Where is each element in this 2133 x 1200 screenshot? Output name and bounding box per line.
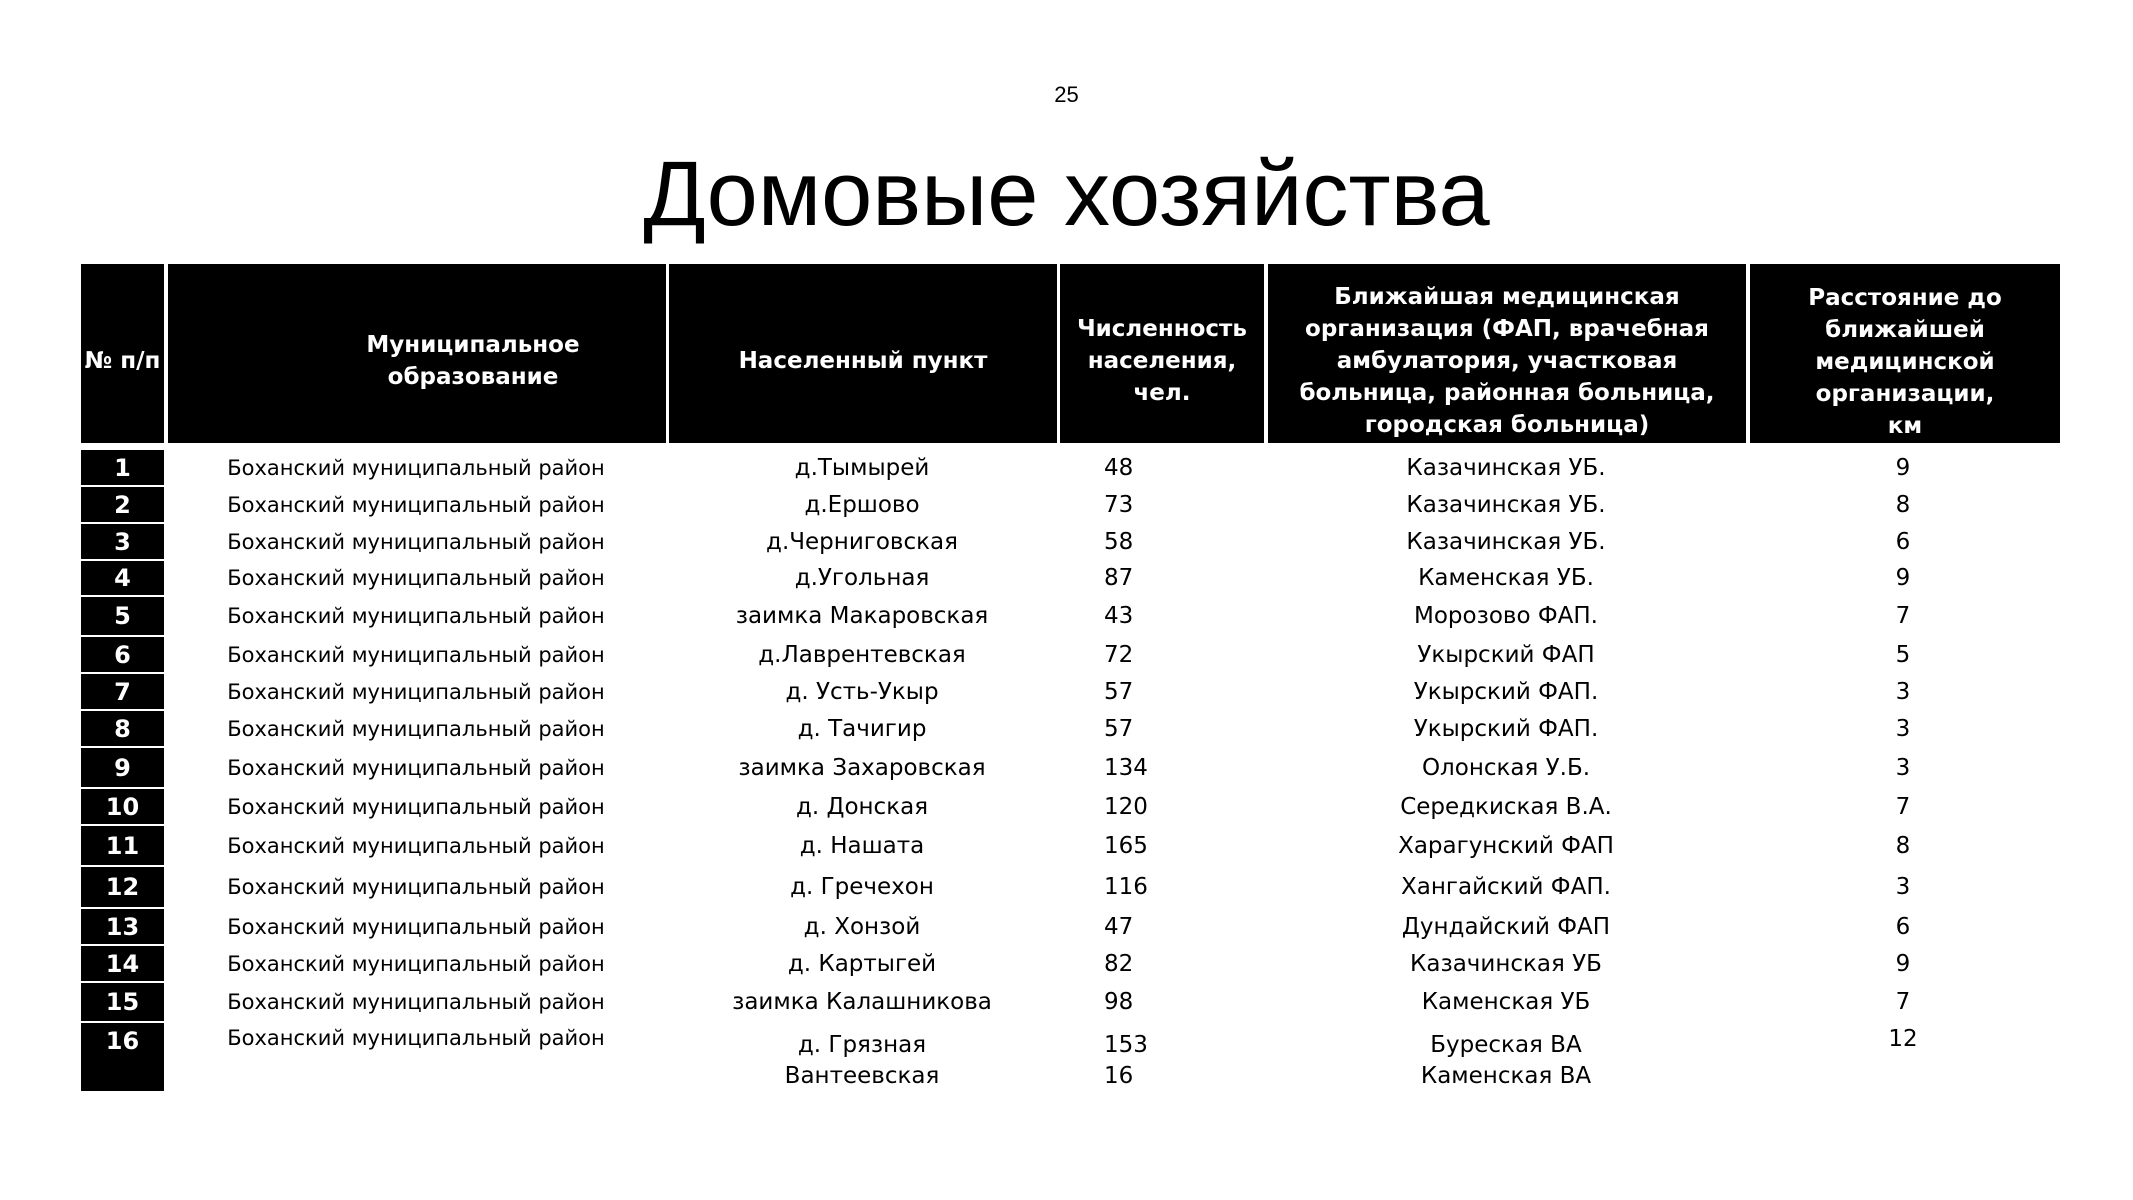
row-number: 14	[81, 946, 164, 981]
cell-settlement: заимка Калашникова	[732, 989, 992, 1015]
cell-settlement: д. Нашата	[799, 832, 925, 859]
row-number: 1	[81, 450, 164, 485]
cell-organization: Хангайский ФАП.	[1401, 874, 1611, 900]
table-row	[0, 449, 2133, 486]
cell-distance: 5	[1895, 641, 1911, 668]
cell-organization: Казачинская УБ.	[1406, 528, 1606, 555]
table-row	[0, 945, 2133, 982]
cell-distance: 3	[1895, 874, 1911, 900]
cell-population: 120	[1104, 793, 1148, 820]
cell-organization: Казачинская УБ.	[1406, 454, 1606, 481]
cell-organization	[1266, 1022, 1746, 1092]
cell-settlement: д. Картыгей	[787, 950, 937, 977]
table-row	[0, 486, 2133, 523]
cell-distance: 3	[1895, 754, 1911, 781]
row-number: 15	[81, 983, 164, 1021]
cell-population: 58	[1104, 528, 1134, 555]
cell-population: 134	[1104, 754, 1148, 781]
cell-settlement: д. Хонзой	[803, 913, 921, 940]
row-number: 8	[81, 711, 164, 746]
cell-population-line: 153	[1104, 1032, 1148, 1058]
cell-organization: Морозово ФАП.	[1414, 603, 1598, 629]
table-row	[0, 673, 2133, 710]
table-row	[0, 636, 2133, 673]
table-row	[0, 982, 2133, 1022]
cell-municipality: Боханский муниципальный район	[227, 875, 605, 899]
cell-settlement: д. Тачигир	[797, 715, 927, 742]
cell-organization-line: Каменская ВА	[1420, 1063, 1592, 1089]
cell-distance: 7	[1895, 989, 1911, 1015]
cell-settlement: д.Угольная	[794, 565, 930, 591]
cell-population: 47	[1104, 913, 1134, 940]
table-row	[0, 596, 2133, 636]
table-row	[0, 710, 2133, 747]
cell-distance: 7	[1895, 793, 1911, 820]
cell-municipality: Боханский муниципальный район	[227, 951, 605, 976]
row-number: 12	[81, 867, 164, 907]
table-row	[0, 866, 2133, 908]
cell-population: 87	[1104, 565, 1134, 591]
cell-distance: 3	[1895, 678, 1911, 705]
table-row	[0, 523, 2133, 560]
row-number: 3	[81, 524, 164, 559]
cell-organization-line: Буреская ВА	[1430, 1032, 1582, 1058]
cell-settlement-line: д. Грязная	[797, 1032, 927, 1058]
cell-settlement: д. Гречехон	[790, 874, 934, 900]
cell-settlement	[666, 1022, 1058, 1092]
header-distance: Расстояние до ближайшей медицинской организации, км	[1750, 264, 2060, 443]
cell-municipality: Боханский муниципальный район	[227, 679, 605, 704]
header-num: № п/п	[81, 264, 164, 443]
table-row	[0, 1022, 2133, 1092]
cell-settlement: д.Ершово	[804, 491, 920, 518]
cell-population	[1058, 1022, 1264, 1092]
cell-distance: 6	[1895, 913, 1911, 940]
cell-settlement-line: Вантеевская	[784, 1063, 940, 1089]
cell-settlement: д.Черниговская	[766, 528, 958, 555]
cell-organization: Середкиская В.А.	[1400, 793, 1612, 820]
cell-distance: 7	[1895, 603, 1911, 629]
page-title: Домовые хозяйства	[643, 143, 1490, 245]
table-row	[0, 825, 2133, 866]
cell-population: 57	[1104, 678, 1134, 705]
row-number: 16	[81, 1023, 164, 1091]
cell-distance: 3	[1895, 715, 1911, 742]
row-number: 9	[81, 748, 164, 787]
cell-population: 48	[1104, 454, 1134, 481]
table-header-row	[0, 264, 2133, 443]
cell-municipality: Боханский муниципальный район	[227, 566, 605, 590]
cell-settlement: д.Тымырей	[794, 454, 930, 481]
cell-municipality: Боханский муниципальный район	[227, 914, 605, 939]
header-population: Численность населения, чел.	[1060, 264, 1264, 443]
cell-distance: 9	[1895, 950, 1911, 977]
cell-population: 116	[1104, 874, 1148, 900]
cell-population: 57	[1104, 715, 1134, 742]
row-number: 5	[81, 597, 164, 635]
row-number: 7	[81, 674, 164, 709]
header-municipality: Муниципальное образование	[168, 264, 666, 443]
cell-municipality: Боханский муниципальный район	[227, 990, 605, 1014]
cell-organization: Укырский ФАП.	[1413, 715, 1599, 742]
cell-organization: Казачинская УБ.	[1406, 491, 1606, 518]
cell-municipality: Боханский муниципальный район	[227, 755, 605, 780]
table-row	[0, 747, 2133, 788]
cell-municipality: Боханский муниципальный район	[227, 716, 605, 741]
page-number: 25	[1054, 82, 1079, 107]
table-row	[0, 560, 2133, 596]
cell-municipality: Боханский муниципальный район	[227, 529, 605, 554]
cell-municipality: Боханский муниципальный район	[227, 833, 605, 858]
cell-municipality: Боханский муниципальный район	[227, 492, 605, 517]
cell-settlement: д.Лаврентевская	[758, 641, 966, 668]
cell-organization: Укырский ФАП	[1417, 641, 1595, 668]
table-row	[0, 788, 2133, 825]
cell-municipality: Боханский муниципальный район	[227, 455, 605, 480]
header-organization: Ближайшая медицинская организация (ФАП, врачебная амбулатория, участковая больница, районная больница, городская больница)	[1268, 264, 1746, 443]
cell-organization: Казачинская УБ	[1410, 950, 1602, 977]
cell-settlement: д. Донская	[795, 793, 929, 820]
row-number: 10	[81, 789, 164, 824]
cell-distance: 6	[1895, 528, 1911, 555]
cell-population: 165	[1104, 832, 1148, 859]
cell-organization: Укырский ФАП.	[1413, 678, 1599, 705]
row-number: 4	[81, 561, 164, 595]
cell-population-line: 16	[1104, 1063, 1134, 1089]
cell-distance: 9	[1895, 565, 1911, 591]
cell-municipality: Боханский муниципальный район	[227, 794, 605, 819]
cell-municipality: Боханский муниципальный район	[227, 642, 605, 667]
cell-organization: Каменская УБ.	[1418, 565, 1594, 591]
cell-population: 73	[1104, 491, 1134, 518]
cell-settlement: д. Усть-Укыр	[785, 678, 939, 705]
cell-organization: Дундайский ФАП	[1401, 913, 1611, 940]
row-number: 13	[81, 909, 164, 944]
cell-distance: 8	[1895, 491, 1911, 518]
table-row	[0, 908, 2133, 945]
cell-settlement: заимка Захаровская	[738, 754, 986, 781]
cell-population: 72	[1104, 641, 1134, 668]
row-number: 6	[81, 637, 164, 672]
cell-distance: 9	[1895, 454, 1911, 481]
cell-population: 98	[1104, 989, 1134, 1015]
cell-population: 43	[1104, 603, 1134, 629]
cell-distance: 12	[1888, 1026, 1918, 1052]
cell-organization: Каменская УБ	[1421, 989, 1591, 1015]
header-settlement: Населенный пункт	[669, 264, 1057, 443]
cell-municipality: Боханский муниципальный район	[227, 604, 605, 628]
cell-municipality: Боханский муниципальный район	[227, 1026, 605, 1050]
cell-organization: Олонская У.Б.	[1421, 754, 1591, 781]
cell-distance: 8	[1895, 832, 1911, 859]
row-number: 11	[81, 826, 164, 865]
cell-organization: Харагунский ФАП	[1398, 832, 1614, 859]
row-number: 2	[81, 487, 164, 522]
cell-population: 82	[1104, 950, 1134, 977]
cell-settlement: заимка Макаровская	[735, 603, 989, 629]
